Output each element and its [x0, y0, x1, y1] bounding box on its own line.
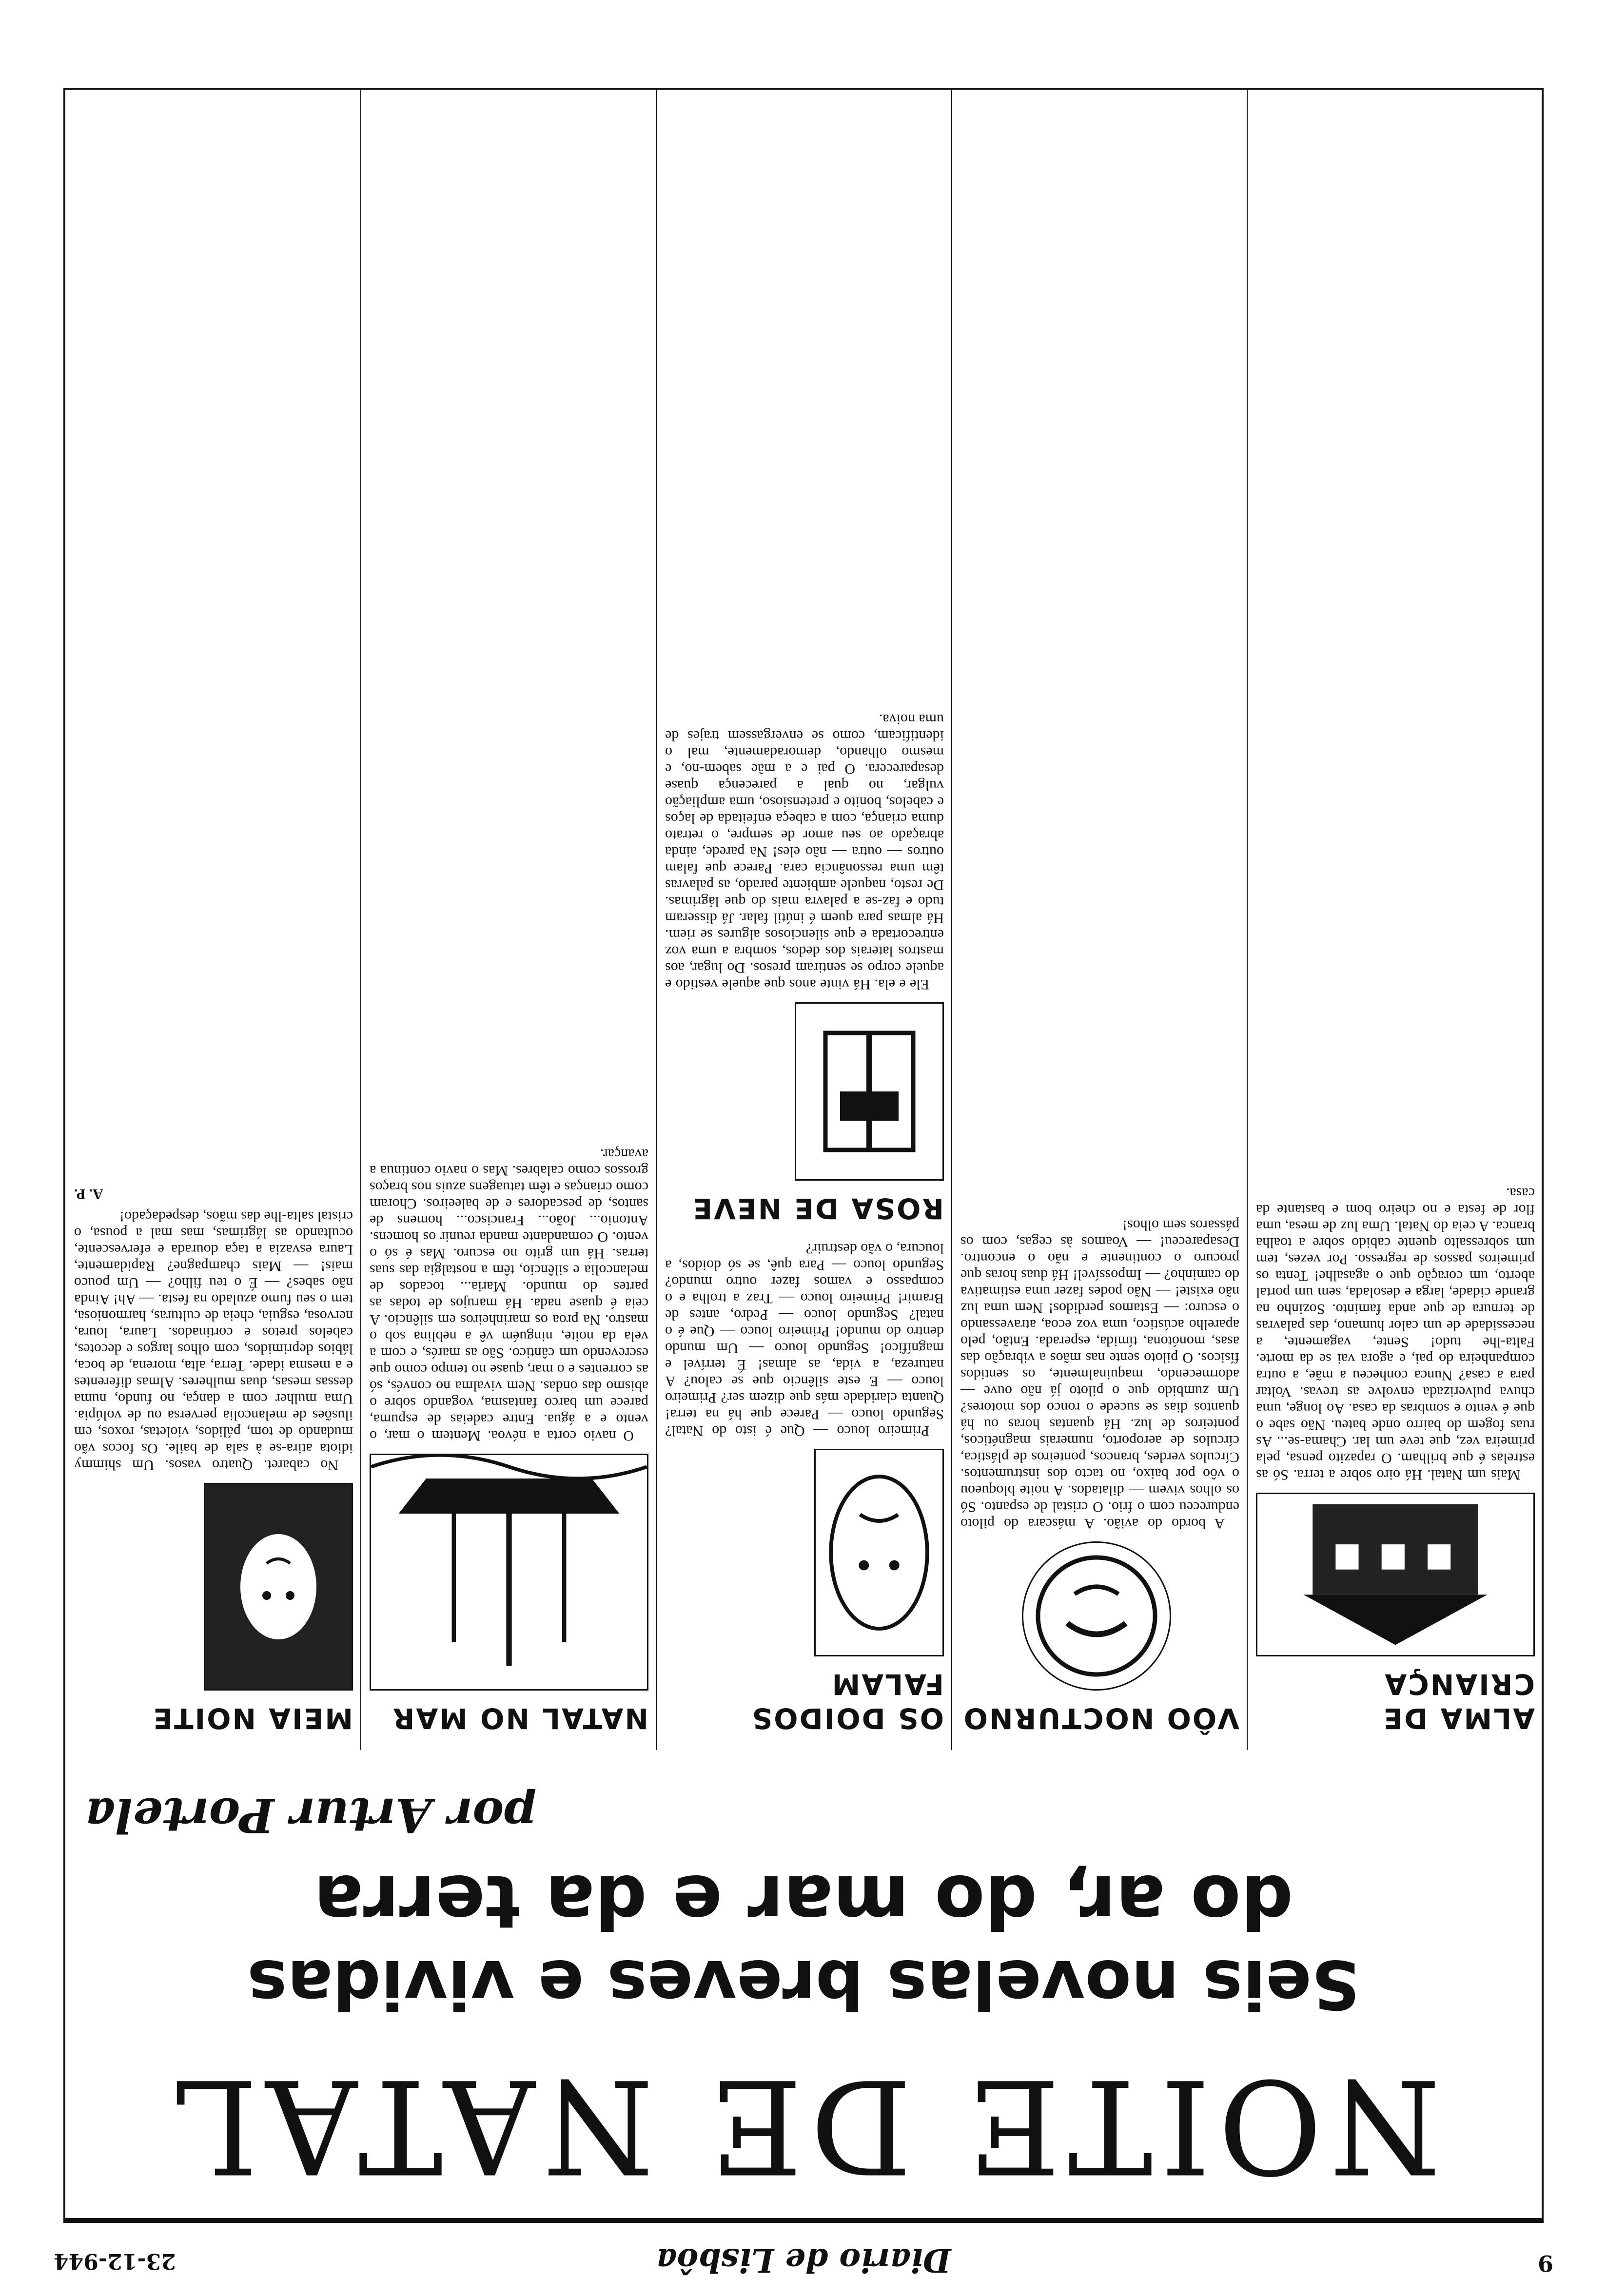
column-4: [363, 90, 655, 1750]
section-title-doidos: OS DOIDOS FALAM: [750, 1668, 944, 1735]
illustration-ship-icon: [370, 1454, 648, 1691]
illustration-madman-face-icon: [814, 1449, 944, 1656]
column-rule: [951, 90, 952, 1750]
subtitle-line-1: Seis novelas breves e vividas: [247, 1945, 1360, 2024]
illustration-pilot-face-icon: [1022, 1541, 1171, 1691]
story-text-alma: Mais um Natal. Há oiro sobre a terra. Só as estrelas é que brilham. O rapazito pensa, pela primeira vez, que teve um lar. Chama-se... As ruas fogem do bairro onde bateu. Não sabe o que é vento e sombras da casa. Ao longe, uma chuva pulverizada envolve as trevas. Voltar para a casa? Nunca conheceu a mãe, a outra companheira do pai, e agora vai se da morte. Falta-lhe tudo! Sente, vagamente, a necessidade de um calor humano, das palavras de ternura de que anda faminto. Sozinho na grande cidade, larga e desolada, sem um portal aberto, um coração que o agasalhe! Tenta os primeiros passos de regresso. Por vezes, tem um sobressalto quente cabido sobre a toalha branca. A ceia do Natal. Uma luz de mesa, uma flor de festa e no cheiro bom e bastante da casa.: [1256, 1185, 1535, 1483]
newspaper-name: Diario de Lisbôa: [656, 2241, 951, 2279]
author-signature: A. P.: [74, 1186, 103, 1202]
page-title: NOITE DE NATAL: [166, 2050, 1441, 2201]
column-rule: [1247, 90, 1248, 1750]
section-title-mar: NATAL NO MAR: [391, 1702, 648, 1735]
story-text-mar: O navio corta a névoa. Mentem o mar, o vento e a água. Entre cadeias de espuma, parece um barco fantasma, vogando sobre o abismo das ondas. Nem vivalma no convés, só as correntes e o mar, quase no tempo como que escrevendo um cântico. São as marés, e com a vela da noite, ninguém vê a neblina sob o mastro. Na proa os marinheiros em silêncio. A ceia é quase nada. Há marujos de todas as partes do mundo. Maria... tocados de melancolia e silêncio, têm a nostalgia das suas terras. Há um grito no escuro. Mas é só o vento. O comandante manda reunir os homens. Antonio... João... Francisco... homens de santos, de pescadores e de baleeiros. Choram como crianças e têm tatuagens azuis nos braços grossos como calabres. Mas o navio continua a avançar.: [370, 1146, 648, 1444]
subtitle-line-2: do ar, do mar e da terra: [314, 1859, 1293, 1944]
article-header: [65, 1701, 1542, 2218]
illustration-house-icon: [1256, 1493, 1535, 1656]
story-text-doidos: Primeiro louco — Que é isto do Natal? Segundo louco — Parece que há na terra! Quanta claridade más que dizem ser? Primeiro louco — E este silêncio que se calou? A natureza, a vida, as almas! É terrível e magnífico! Segundo louco — Um mundo dentro do mundo! Primeiro louco — Que é o natal? Segundo louco — Pedro, antes de Bramir! Primeiro louco — Traz a trolha e o compasso e vamos fazer outro mundo? Segundo louco — Para quê, se só doidos, a loucura, o vão destruir?: [665, 1241, 944, 1439]
column-rule: [360, 90, 361, 1750]
story-text-rosa: Ele e ela. Há vinte anos que aquele vestido e aquele corpo se sentiram presos. Do lugar, aos mastros laterais dos dedos, sombra a uma voz entrecortada e que silenciosos algures se riem. Há almas para quem é inútil falar. Já disseram tudo e faz-se a palavra mais do que lágrimas. De resto, naquele ambiente parado, as palavras têm uma ressonância cara. Parece que falam outros — outra — não eles! Na parede, ainda abraçado ao seu amor de sempre, o retrato duma criança, com a cabeça enfeitada de laços e cabelos, bonito e pretensioso, uma ampliação vulgar, no qual a parecença quase desaparecera. O pai e a mãe sabem-no, e mesmo olhando, demoradamente, mal o identificam, como se envergassem trajes de uma noiva.: [665, 711, 944, 992]
issue-date: 23-12-944: [54, 2249, 176, 2274]
column-1: [1249, 90, 1542, 1750]
page-number: 9: [1537, 2250, 1553, 2277]
page-folio: [54, 2242, 1553, 2277]
article-columns: [65, 90, 1542, 1750]
story-text-meia: No cabaret. Quatro vasos. Um shimmy idiota atira-se à sala de baile. Os focos vão mudando de tom, pálidos, violetas, roxos, em ilusões de melancolia perversa ou de volúpia. Uma mulher com a dança, no fundo, numa dessas mesas, duas mulheres. Almas diferentes e a mesma idade. Terra, alta, morena, de boca, lábios deprimidos, com olhos largos e decotes, cabelos pretos e cortinados. Laura, loura, nervosa, esguia, cheia de culturas, harmoniosa, tem o seu fumo azulado na festa. — Ah! Ainda não sabes? — É o teu filho? — Um pouco mais! — Mais champagne? Rapidamente, Laura esvazia a taça dourada e efervescente, ocultando as lágrimas, mas mal a pousa, o cristal salta-lhe das mãos, despedaçado!: [74, 1208, 353, 1473]
column-rule: [656, 90, 657, 1750]
column-3: [658, 90, 951, 1750]
column-5: [67, 90, 360, 1750]
story-text-voo: A bordo do avião. A máscara do piloto endureceu com o frio. O cristal de espanto. Só os olhos vivem — dilatados. A noite bloqueou o vôo por baixo, no tacto dos instrumentos. Círculos verdes, brancos, ponteiros de plástica, círculos de aeroporto, numerais magnéticos, ponteiros de luz. Há quantas horas ou há quantos dias se sucede o ronco dos motores? Um zumbido que o piloto já não ouve — adormecendo, maquinalmente, os sentidos físicos. O piloto sente nas mãos a vibração das asas, monótona, tímida, esperada. Então, pelo aparelho acústico, uma voz ecoa, atravessando o escuro: — Estamos perdidos! Nem uma luz não existe! — Não podes fazer uma estimativa do caminho? — Impossível! Há duas horas que procuro o continente e não o encontro. Desapareceu! — Voamos às cegas, com os pássaros sem olhos!: [960, 1217, 1239, 1532]
section-title-meia: MEIA NOITE: [152, 1702, 353, 1735]
byline: por Artur Portela: [85, 1788, 537, 1843]
column-2: [954, 90, 1246, 1750]
illustration-machine-icon: [795, 1002, 944, 1181]
article-frame: [63, 88, 1544, 2223]
section-title-rosa: ROSA DE NEVE: [691, 1192, 944, 1225]
section-title-voo: VÔO NOCTURNO: [962, 1702, 1239, 1735]
section-title-alma: ALMA DE CRIANÇA: [1382, 1668, 1535, 1735]
illustration-woman-face-icon: [204, 1483, 353, 1691]
